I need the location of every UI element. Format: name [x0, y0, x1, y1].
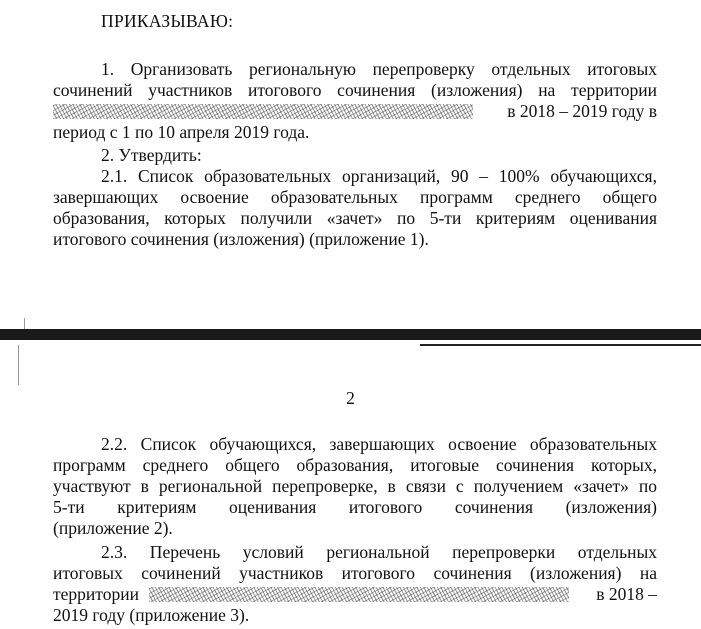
paragraph-line: программ среднего общего образования, итоговые сочинения которых, [53, 455, 657, 475]
paragraph-line: 2.2. Список обучающихся, завершающих освоение образовательных [101, 434, 657, 454]
paragraph-line: 1. Организовать региональную перепроверку отдельных итоговых [101, 59, 657, 79]
paragraph-line-text: в 2018 – [596, 584, 657, 604]
paragraph-line: 2019 году (приложение 3). [53, 605, 250, 625]
margin-mark [18, 345, 19, 385]
paragraph-line-text: территории [53, 584, 139, 604]
paragraph-line: (приложение 2). [53, 518, 173, 538]
order-heading: ПРИКАЗЫВАЮ: [101, 11, 234, 31]
paragraph-line: образования, которых получили «зачет» по 5-ти критериям оценивания [53, 208, 657, 228]
paragraph-line: итогового сочинения (изложения) (приложение 1). [53, 229, 429, 249]
redacted-territory-name [53, 104, 473, 119]
paragraph-line: завершающих освоение образовательных программ среднего общего [53, 187, 657, 207]
paragraph-line [53, 101, 657, 122]
paragraph-line: 2.3. Перечень условий региональной перепроверки отдельных [101, 542, 657, 562]
paragraph-line: 2. Утвердить: [101, 145, 202, 165]
paragraph-line: итоговых сочинений участников итогового сочинения (изложения) на [53, 563, 657, 583]
paragraph-line: сочинений участников итогового сочинения (изложения) на территории [53, 80, 657, 100]
paragraph-line: 2.1. Список образовательных организаций, 90 – 100% обучающихся, [101, 166, 657, 186]
page-edge-line [420, 344, 701, 346]
page-number: 2 [346, 388, 355, 408]
paragraph-line-text: в 2018 – 2019 году в [507, 101, 657, 121]
paragraph-line: участвуют в региональной перепроверке, в связи с получением «зачет» по [53, 476, 657, 496]
page-break-divider [0, 329, 701, 340]
paragraph-line: период с 1 по 10 апреля 2019 года. [53, 122, 310, 142]
paragraph-line [53, 584, 657, 605]
paragraph-line: 5-ти критериям оценивания итогового сочинения (изложения) [53, 497, 657, 517]
redacted-territory-name [149, 587, 569, 602]
